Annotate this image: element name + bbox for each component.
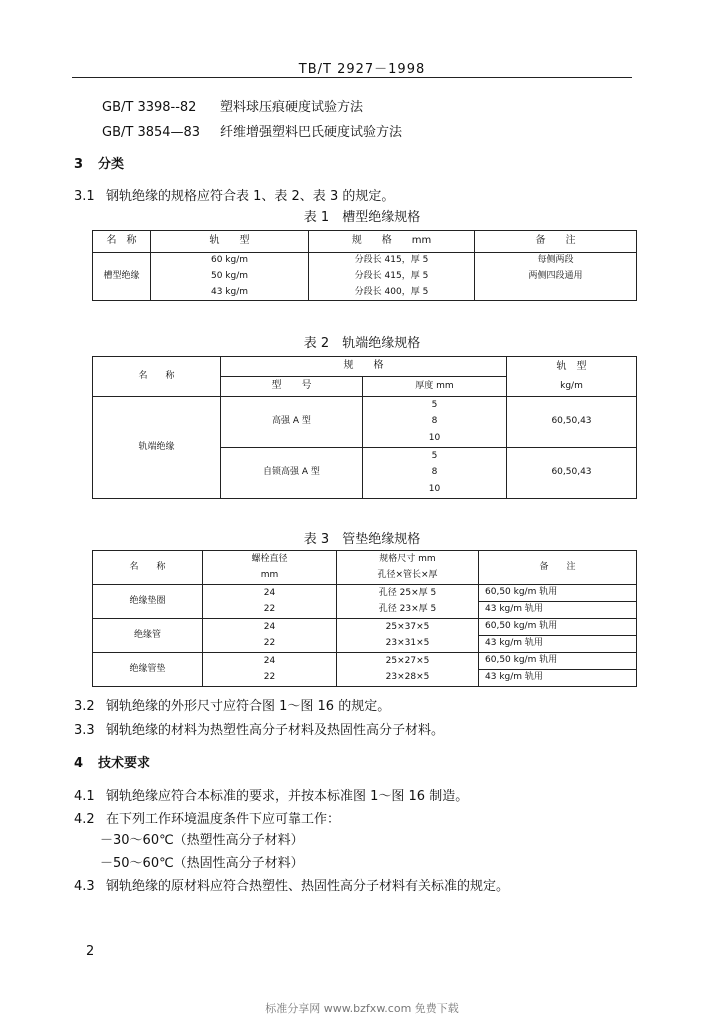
table-cell: 22 [203, 670, 337, 687]
table-cell: 分段长 400，厚 5 [309, 285, 475, 301]
table-cell: 分段长 415，厚 5 [309, 269, 475, 285]
clause-number: 3.3 [74, 723, 95, 738]
table-header: 名 称 [93, 551, 203, 585]
clause-text: 钢轨绝缘应符合本标准的要求，并按本标准图 1～图 16 制造。 [106, 789, 469, 804]
table-cell: 60,50 kg/m 轨用 [479, 619, 637, 636]
table-1-caption: 表 1 槽型绝缘规格 [303, 210, 421, 225]
table-cell: 24 [203, 585, 337, 602]
temperature-range-1: －30～60℃（热塑性高分子材料） [100, 833, 304, 848]
table-cell: 43 kg/m [151, 285, 309, 301]
table-header: 备 注 [475, 231, 637, 253]
clause-3-2 [74, 695, 390, 714]
table-3 [92, 550, 637, 687]
table-cell-name: 轨端绝缘 [93, 397, 221, 499]
table-row [93, 585, 637, 602]
clause-4-1 [74, 785, 468, 804]
table-cell: 23×31×5 [337, 636, 479, 653]
table-cell: 8 [363, 414, 507, 431]
table-cell [475, 285, 637, 301]
section-title: 分类 [98, 157, 125, 172]
table-cell: 50 kg/m [151, 269, 309, 285]
table-header: mm [203, 568, 337, 585]
table-row [93, 619, 637, 636]
clause-number: 3.1 [74, 189, 95, 204]
table-cell: 分段长 415，厚 5 [309, 253, 475, 269]
clause-number: 3.2 [74, 699, 95, 714]
reference-item [102, 96, 363, 115]
table-header: 名 称 [93, 231, 151, 253]
clause-3-3 [74, 719, 444, 738]
table-cell: 60 kg/m [151, 253, 309, 269]
clause-number: 4.1 [74, 789, 95, 804]
table-cell: 每侧两段 [475, 253, 637, 269]
reference-item [102, 121, 402, 140]
reference-code: GB/T 3854—83 [102, 125, 201, 140]
table-cell: 22 [203, 636, 337, 653]
table-2-caption: 表 2 轨端绝缘规格 [303, 336, 421, 351]
clause-text: 钢轨绝缘的材料为热塑性高分子材料及热固性高分子材料。 [106, 723, 445, 738]
reference-title: 纤维增强塑料巴氏硬度试验方法 [220, 125, 403, 140]
page-number: 2 [86, 944, 95, 959]
table-header: 螺栓直径 [203, 551, 337, 568]
table-header: 厚度 mm [363, 377, 507, 397]
section-4-heading [74, 752, 150, 771]
temperature-range-2: －50～60℃（热固性高分子材料） [100, 856, 304, 871]
clause-text: 钢轨绝缘的原材料应符合热塑性、热固性高分子材料有关标准的规定。 [106, 879, 510, 894]
table-cell: 22 [203, 602, 337, 619]
table-cell: 25×27×5 [337, 653, 479, 670]
table-cell: 60,50,43 [507, 397, 637, 448]
table-cell: 高强 A 型 [221, 397, 363, 448]
table-cell-name: 绝缘垫圈 [93, 585, 203, 619]
table-cell: 25×37×5 [337, 619, 479, 636]
table-cell: 43 kg/m 轨用 [479, 602, 637, 619]
section-number: 3 [74, 157, 84, 172]
table-cell: 自锁高强 A 型 [221, 448, 363, 499]
table-cell: 24 [203, 653, 337, 670]
table-header: kg/m [507, 377, 637, 397]
table-cell: 5 [363, 397, 507, 414]
standard-code-header: TB/T 2927－1998 [298, 62, 426, 77]
table-cell-name: 槽型绝缘 [93, 253, 151, 301]
clause-text: 钢轨绝缘的外形尺寸应符合图 1～图 16 的规定。 [106, 699, 391, 714]
table-header: 规 格 [221, 357, 507, 377]
table-row [93, 285, 637, 301]
table-header: 轨 型 [151, 231, 309, 253]
table-cell: 孔径 23×厚 5 [337, 602, 479, 619]
table-cell: 23×28×5 [337, 670, 479, 687]
section-number: 4 [74, 756, 84, 771]
table-cell: 10 [363, 482, 507, 499]
table-cell-name: 绝缘管垫 [93, 653, 203, 687]
reference-title: 塑料球压痕硬度试验方法 [220, 100, 364, 115]
table-row [93, 397, 637, 414]
clause-4-2 [74, 808, 340, 827]
table-row [93, 269, 637, 285]
clause-text: 钢轨绝缘的规格应符合表 1、表 2、表 3 的规定。 [106, 189, 395, 204]
clause-3-1 [74, 185, 394, 204]
clause-number: 4.3 [74, 879, 95, 894]
table-cell: 43 kg/m 轨用 [479, 636, 637, 653]
table-cell: 60,50 kg/m 轨用 [479, 585, 637, 602]
watermark-footer: 标准分享网 www.bzfxw.com 免费下载 [265, 1002, 459, 1015]
clause-4-3 [74, 875, 509, 894]
table-cell: 43 kg/m 轨用 [479, 670, 637, 687]
table-cell: 24 [203, 619, 337, 636]
table-cell: 60,50 kg/m 轨用 [479, 653, 637, 670]
table-cell: 5 [363, 448, 507, 465]
table-2 [92, 356, 637, 499]
table-header: 型 号 [221, 377, 363, 397]
table-1 [92, 230, 637, 301]
section-3-heading [74, 153, 124, 172]
table-cell: 60,50,43 [507, 448, 637, 499]
table-row [93, 653, 637, 670]
table-row [93, 253, 637, 269]
table-header: 孔径×管长×厚 [337, 568, 479, 585]
clause-number: 4.2 [74, 812, 95, 827]
table-cell: 两侧四段通用 [475, 269, 637, 285]
table-3-caption: 表 3 管垫绝缘规格 [303, 532, 421, 547]
table-header: 备 注 [479, 551, 637, 585]
table-header: 名 称 [93, 357, 221, 397]
table-header: 规 格 mm [309, 231, 475, 253]
table-cell-name: 绝缘管 [93, 619, 203, 653]
reference-code: GB/T 3398--82 [102, 100, 197, 115]
table-cell: 孔径 25×厚 5 [337, 585, 479, 602]
table-cell: 8 [363, 465, 507, 482]
table-header: 轨 型 [507, 357, 637, 377]
section-title: 技术要求 [98, 756, 151, 771]
table-header: 规格尺寸 mm [337, 551, 479, 568]
table-cell: 10 [363, 431, 507, 448]
header-rule [72, 77, 632, 78]
clause-text: 在下列工作环境温度条件下应可靠工作： [106, 812, 341, 827]
